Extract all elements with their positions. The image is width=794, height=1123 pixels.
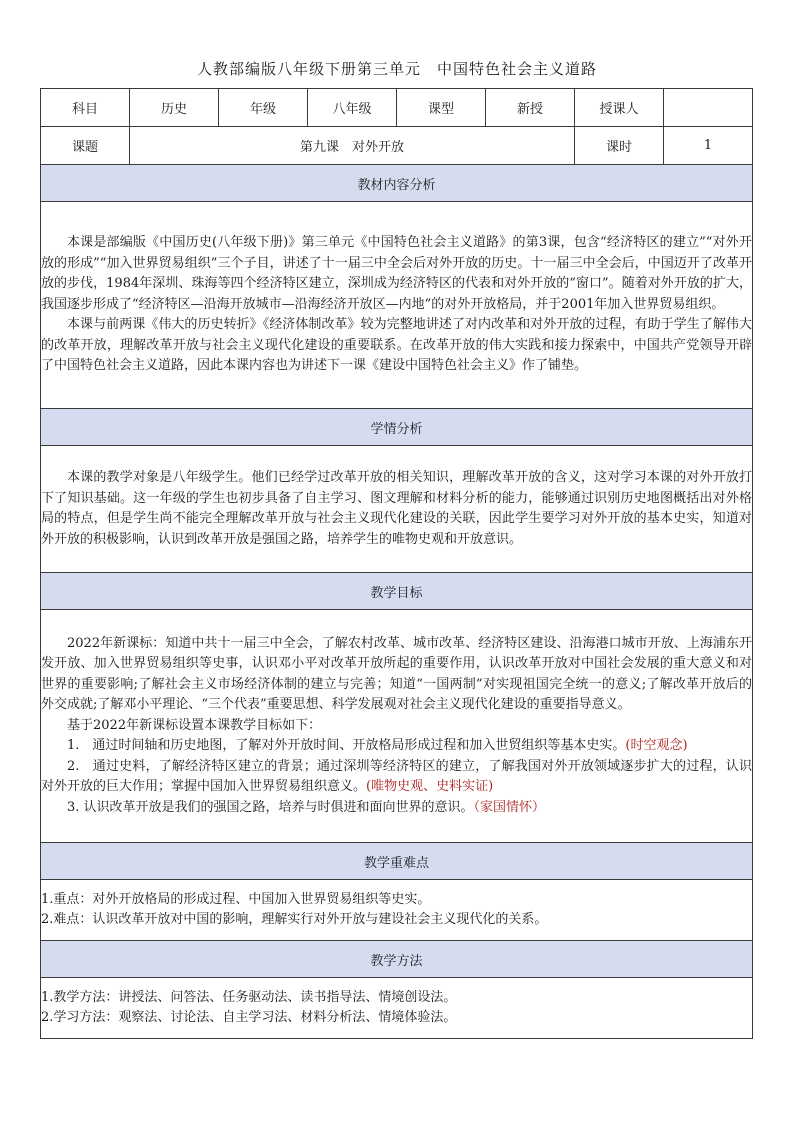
goal-literacy-tag: （家国情怀） xyxy=(473,799,546,815)
document-title: 人教部编版八年级下册第三单元 中国特色社会主义道路 xyxy=(196,60,597,78)
lesson-type-value: 新授 xyxy=(486,89,575,127)
textbook-analysis-heading: 教材内容分析 xyxy=(41,165,753,202)
goal-item xyxy=(41,798,752,819)
goal-literacy-tag: (唯物史观、史料实证) xyxy=(366,779,494,795)
goal-text: 3. 认识改革开放是我们的强国之路，培养与时俱进和面向世界的意识。 xyxy=(67,799,474,815)
student-analysis-body xyxy=(41,446,753,573)
teaching-goals-body xyxy=(41,610,753,843)
subject-value: 历史 xyxy=(130,89,219,127)
goal-literacy-tag: (时空观念) xyxy=(625,738,688,754)
topic-label: 课题 xyxy=(41,127,130,165)
student-analysis-heading: 学情分析 xyxy=(41,409,753,446)
goal-item xyxy=(41,757,752,798)
goal-item xyxy=(41,736,752,757)
learning-method-item: 2.学习方法：观察法、讨论法、自主学习法、材料分析法、情境体验法。 xyxy=(41,1010,457,1025)
textbook-analysis-paragraph: 本课与前两课《伟大的历史转折》《经济体制改革》较为完整地讲述了对内改革和对外开放的过程，有助于学生了解伟大的改革开放，理解改革开放与社会主义现代化建设的重要联系。在改革开放的伟大实践和接力探索中，中国共产党领导开辟了中国特色社会主义道路，因此本课内容也为讲述下一课《建设中国特色社会主义》作了铺垫。 xyxy=(41,317,752,374)
teaching-methods-heading: 教学方法 xyxy=(41,941,753,978)
teaching-methods-body xyxy=(41,978,753,1039)
goal-text: 2. 通过史料，了解经济特区建立的背景；通过深圳等经济特区的建立，了解我国对外开放领域逐步扩大的过程，认识对外开放的巨大作用；掌握中国加入世界贸易组织意义。 xyxy=(41,758,752,795)
textbook-analysis-paragraph: 本课是部编版《中国历史(八年级下册)》第三单元《中国特色社会主义道路》的第3课，包含“经济特区的建立”“对外开放的形成”“加入世界贸易组织”三个子目，讲述了十一届三中全会后对外开放的历史。十一届三中全会后，中国迈开了改革开放的步伐，1984年深圳、珠海等四个经济特区建立，深圳成为经济特区的代表和对外开放的“窗口”。随着对外开放的扩大，我国逐步形成了“经济特区—沿海开放城市—沿海经济开放区—内地”的对外开放格局，并于2001年加入世界贸易组织。 xyxy=(41,235,752,312)
goal-text: 1. 通过时间轴和历史地图，了解对外开放时间、开放格局形成过程和加入世贸组织等基本史实。 xyxy=(67,738,626,754)
subject-label: 科目 xyxy=(41,89,130,127)
key-point-item: 1.重点：对外开放格局的形成过程、中国加入世界贸易组织等史实。 xyxy=(41,891,431,907)
teaching-method-item: 1.教学方法：讲授法、问答法、任务驱动法、读书指导法、情境创设法。 xyxy=(41,989,457,1005)
student-analysis-paragraph: 本课的教学对象是八年级学生。他们已经学过改革开放的相关知识，理解改革开放的含义，这对学习本课的对外开放打下了知识基础。这一年级的学生也初步具备了自主学习、图文理解和材料分析的能力，能够通过识别历史地图概括出对外格局的特点，但是学生尚不能完全理解改革开放与社会主义现代化建设的关联，因此学生要学习对外开放的基本史实，知道对外开放的积极影响，认识到改革开放是强国之路，培养学生的唯物史观和开放意识。 xyxy=(41,470,752,547)
difficult-point-item: 2.难点：认识改革开放对中国的影响，理解实行对外开放与建设社会主义现代化的关系。 xyxy=(41,912,548,927)
hours-label: 课时 xyxy=(575,127,664,165)
info-row xyxy=(41,89,753,127)
grade-label: 年级 xyxy=(219,89,308,127)
hours-value: 1 xyxy=(664,127,753,165)
key-difficult-points-body xyxy=(41,880,753,941)
grade-value: 八年级 xyxy=(308,89,397,127)
topic-row xyxy=(41,127,753,165)
topic-value: 第九课 对外开放 xyxy=(130,127,575,165)
goals-intro: 基于2022年新课标设置本课教学目标如下： xyxy=(67,717,322,733)
curriculum-standard-text: 2022年新课标：知道中共十一届三中全会，了解农村改革、城市改革、经济特区建设、沿海港口城市开放、上海浦东开发开放、加入世界贸易组织等史事，认识邓小平对改革开放所起的重要作用，认识改革开放对中国社会发展的重大意义和对世界的重要影响;了解社会主义市场经济体制的建立与完善；知道“一国两制”对实现祖国完全统一的意义;了解改革开放后的外交成就;了解邓小平理论、“三个代表”重要思想、科学发展观对社会主义现代化建设的重要指导意义。 xyxy=(41,635,752,713)
teacher-value xyxy=(664,89,753,127)
teacher-label: 授课人 xyxy=(575,89,664,127)
teaching-goals-heading: 教学目标 xyxy=(41,573,753,610)
lesson-type-label: 课型 xyxy=(397,89,486,127)
key-difficult-points-heading: 教学重难点 xyxy=(41,843,753,880)
lesson-plan-table xyxy=(40,88,753,1039)
textbook-analysis-body xyxy=(41,202,753,409)
